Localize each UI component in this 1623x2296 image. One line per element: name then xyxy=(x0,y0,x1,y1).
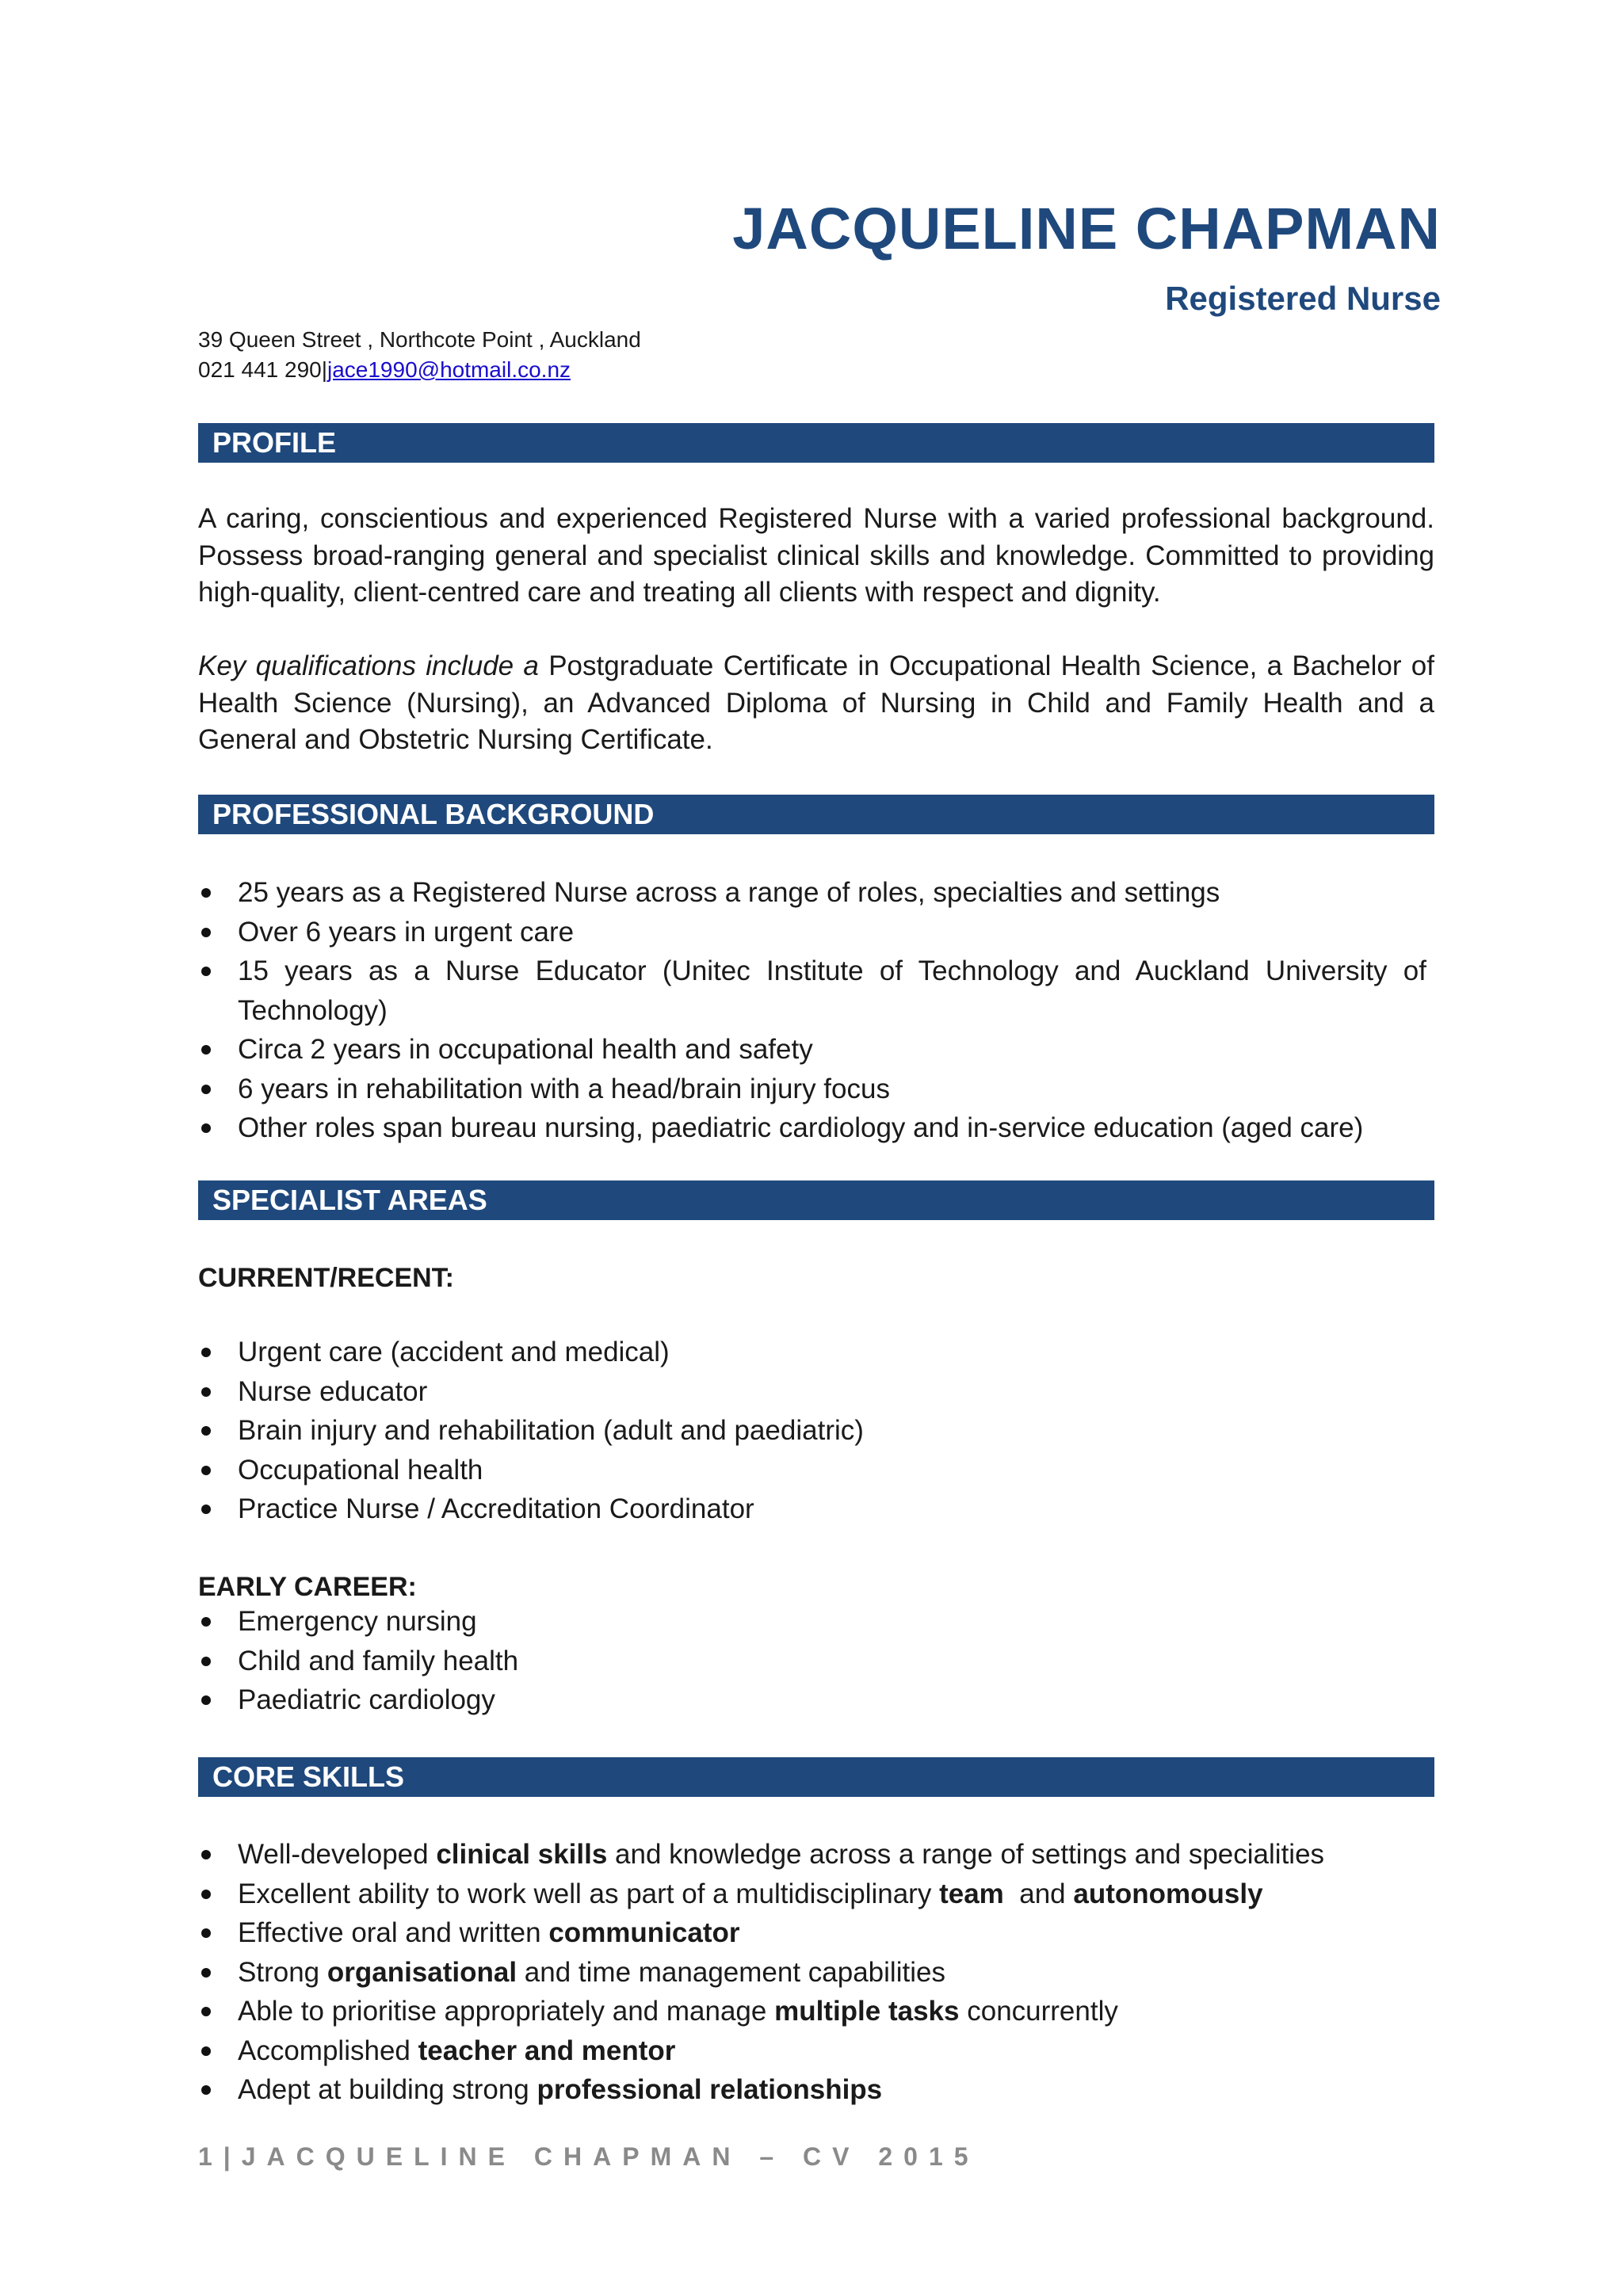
candidate-title: Registered Nurse xyxy=(1165,280,1441,317)
bullet-icon xyxy=(201,1426,211,1436)
phone-email-line xyxy=(198,355,641,385)
profile-paragraph-1: A caring, conscientious and experienced Registered Nurse with a varied professional background. Possess broad-ranging general and specialist clinical skills and knowledge. Committed to providing high-quality, client-centred care and treating all clients with respect and dignity. xyxy=(198,503,1434,608)
current-areas-list xyxy=(198,1333,1434,1529)
list-item: Paediatric cardiology xyxy=(198,1680,1434,1720)
bullet-icon xyxy=(201,1045,211,1055)
section-heading-profile: PROFILE xyxy=(198,423,1434,463)
list-item: Emergency nursing xyxy=(198,1602,1434,1642)
early-areas-list xyxy=(198,1602,1434,1720)
list-item: Excellent ability to work well as part of a multidisciplinary team and autonomously xyxy=(198,1875,1434,1914)
bullet-icon xyxy=(201,1617,211,1627)
bullet-icon xyxy=(201,1890,211,1899)
list-item: Over 6 years in urgent care xyxy=(198,913,1434,952)
bullet-icon xyxy=(201,1695,211,1705)
key-qualifications-lead: Key qualifications include a xyxy=(198,650,539,681)
list-item: Practice Nurse / Accreditation Coordinator xyxy=(198,1489,1434,1529)
bullet-icon xyxy=(201,1505,211,1514)
bullet-icon xyxy=(201,1657,211,1666)
bullet-icon xyxy=(201,1085,211,1094)
list-item: Able to prioritise appropriately and manage multiple tasks concurrently xyxy=(198,1992,1434,2031)
bullet-icon xyxy=(201,888,211,898)
bullet-icon xyxy=(201,2046,211,2056)
list-item: 25 years as a Registered Nurse across a range of roles, specialties and settings xyxy=(198,873,1434,913)
bullet-icon xyxy=(201,1466,211,1475)
bullet-icon xyxy=(201,1928,211,1938)
list-item: Accomplished teacher and mentor xyxy=(198,2031,1434,2071)
list-item: Brain injury and rehabilitation (adult and paediatric) xyxy=(198,1411,1434,1451)
background-list xyxy=(198,873,1434,1148)
key-qualifications-text: Postgraduate Certificate in Occupational Health Science, a Bachelor of Health Science (Nursing), an Advanced Diploma of Nursing in Child and Family Health and a General and Obstetric Nursing Certificate. xyxy=(198,650,1434,755)
page-footer: 1|JACQUELINE CHAPMAN – CV 2015 xyxy=(198,2142,980,2171)
early-career-label: EARLY CAREER: xyxy=(198,1572,417,1602)
core-skills-list xyxy=(198,1835,1434,2110)
section-heading-core-skills: CORE SKILLS xyxy=(198,1757,1434,1797)
profile-paragraph-2 xyxy=(198,648,1434,759)
current-recent-label: CURRENT/RECENT: xyxy=(198,1263,454,1293)
list-item: Effective oral and written communicator xyxy=(198,1913,1434,1953)
bullet-icon xyxy=(201,1348,211,1357)
list-item: 15 years as a Nurse Educator (Unitec Institute of Technology and Auckland University of Technology) xyxy=(198,952,1434,1030)
bullet-icon xyxy=(201,928,211,937)
list-item: Adept at building strong professional relationships xyxy=(198,2070,1434,2110)
list-item: Child and family health xyxy=(198,1642,1434,1681)
section-heading-specialist: SPECIALIST AREAS xyxy=(198,1180,1434,1220)
candidate-name: JACQUELINE CHAPMAN xyxy=(732,196,1441,261)
list-item: Nurse educator xyxy=(198,1372,1434,1412)
list-item: Other roles span bureau nursing, paediatric cardiology and in-service education (aged care) xyxy=(198,1108,1434,1148)
list-item: Urgent care (accident and medical) xyxy=(198,1333,1434,1372)
bullet-icon xyxy=(201,2007,211,2016)
list-item: 6 years in rehabilitation with a head/brain injury focus xyxy=(198,1070,1434,1109)
bullet-icon xyxy=(201,1968,211,1978)
list-item: Occupational health xyxy=(198,1451,1434,1490)
bullet-icon xyxy=(201,967,211,976)
list-item: Well-developed clinical skills and knowledge across a range of settings and specialities xyxy=(198,1835,1434,1875)
list-item: Strong organisational and time management capabilities xyxy=(198,1953,1434,1993)
address: 39 Queen Street , Northcote Point , Auckland xyxy=(198,327,641,352)
email-link[interactable]: jace1990@hotmail.co.nz xyxy=(327,357,571,382)
section-heading-background: PROFESSIONAL BACKGROUND xyxy=(198,795,1434,834)
bullet-icon xyxy=(201,1850,211,1859)
contact-block xyxy=(198,325,641,385)
bullet-icon xyxy=(201,1123,211,1133)
bullet-icon xyxy=(201,2085,211,2095)
bullet-icon xyxy=(201,1387,211,1397)
list-item: Circa 2 years in occupational health and safety xyxy=(198,1030,1434,1070)
phone: 021 441 290| xyxy=(198,357,327,382)
